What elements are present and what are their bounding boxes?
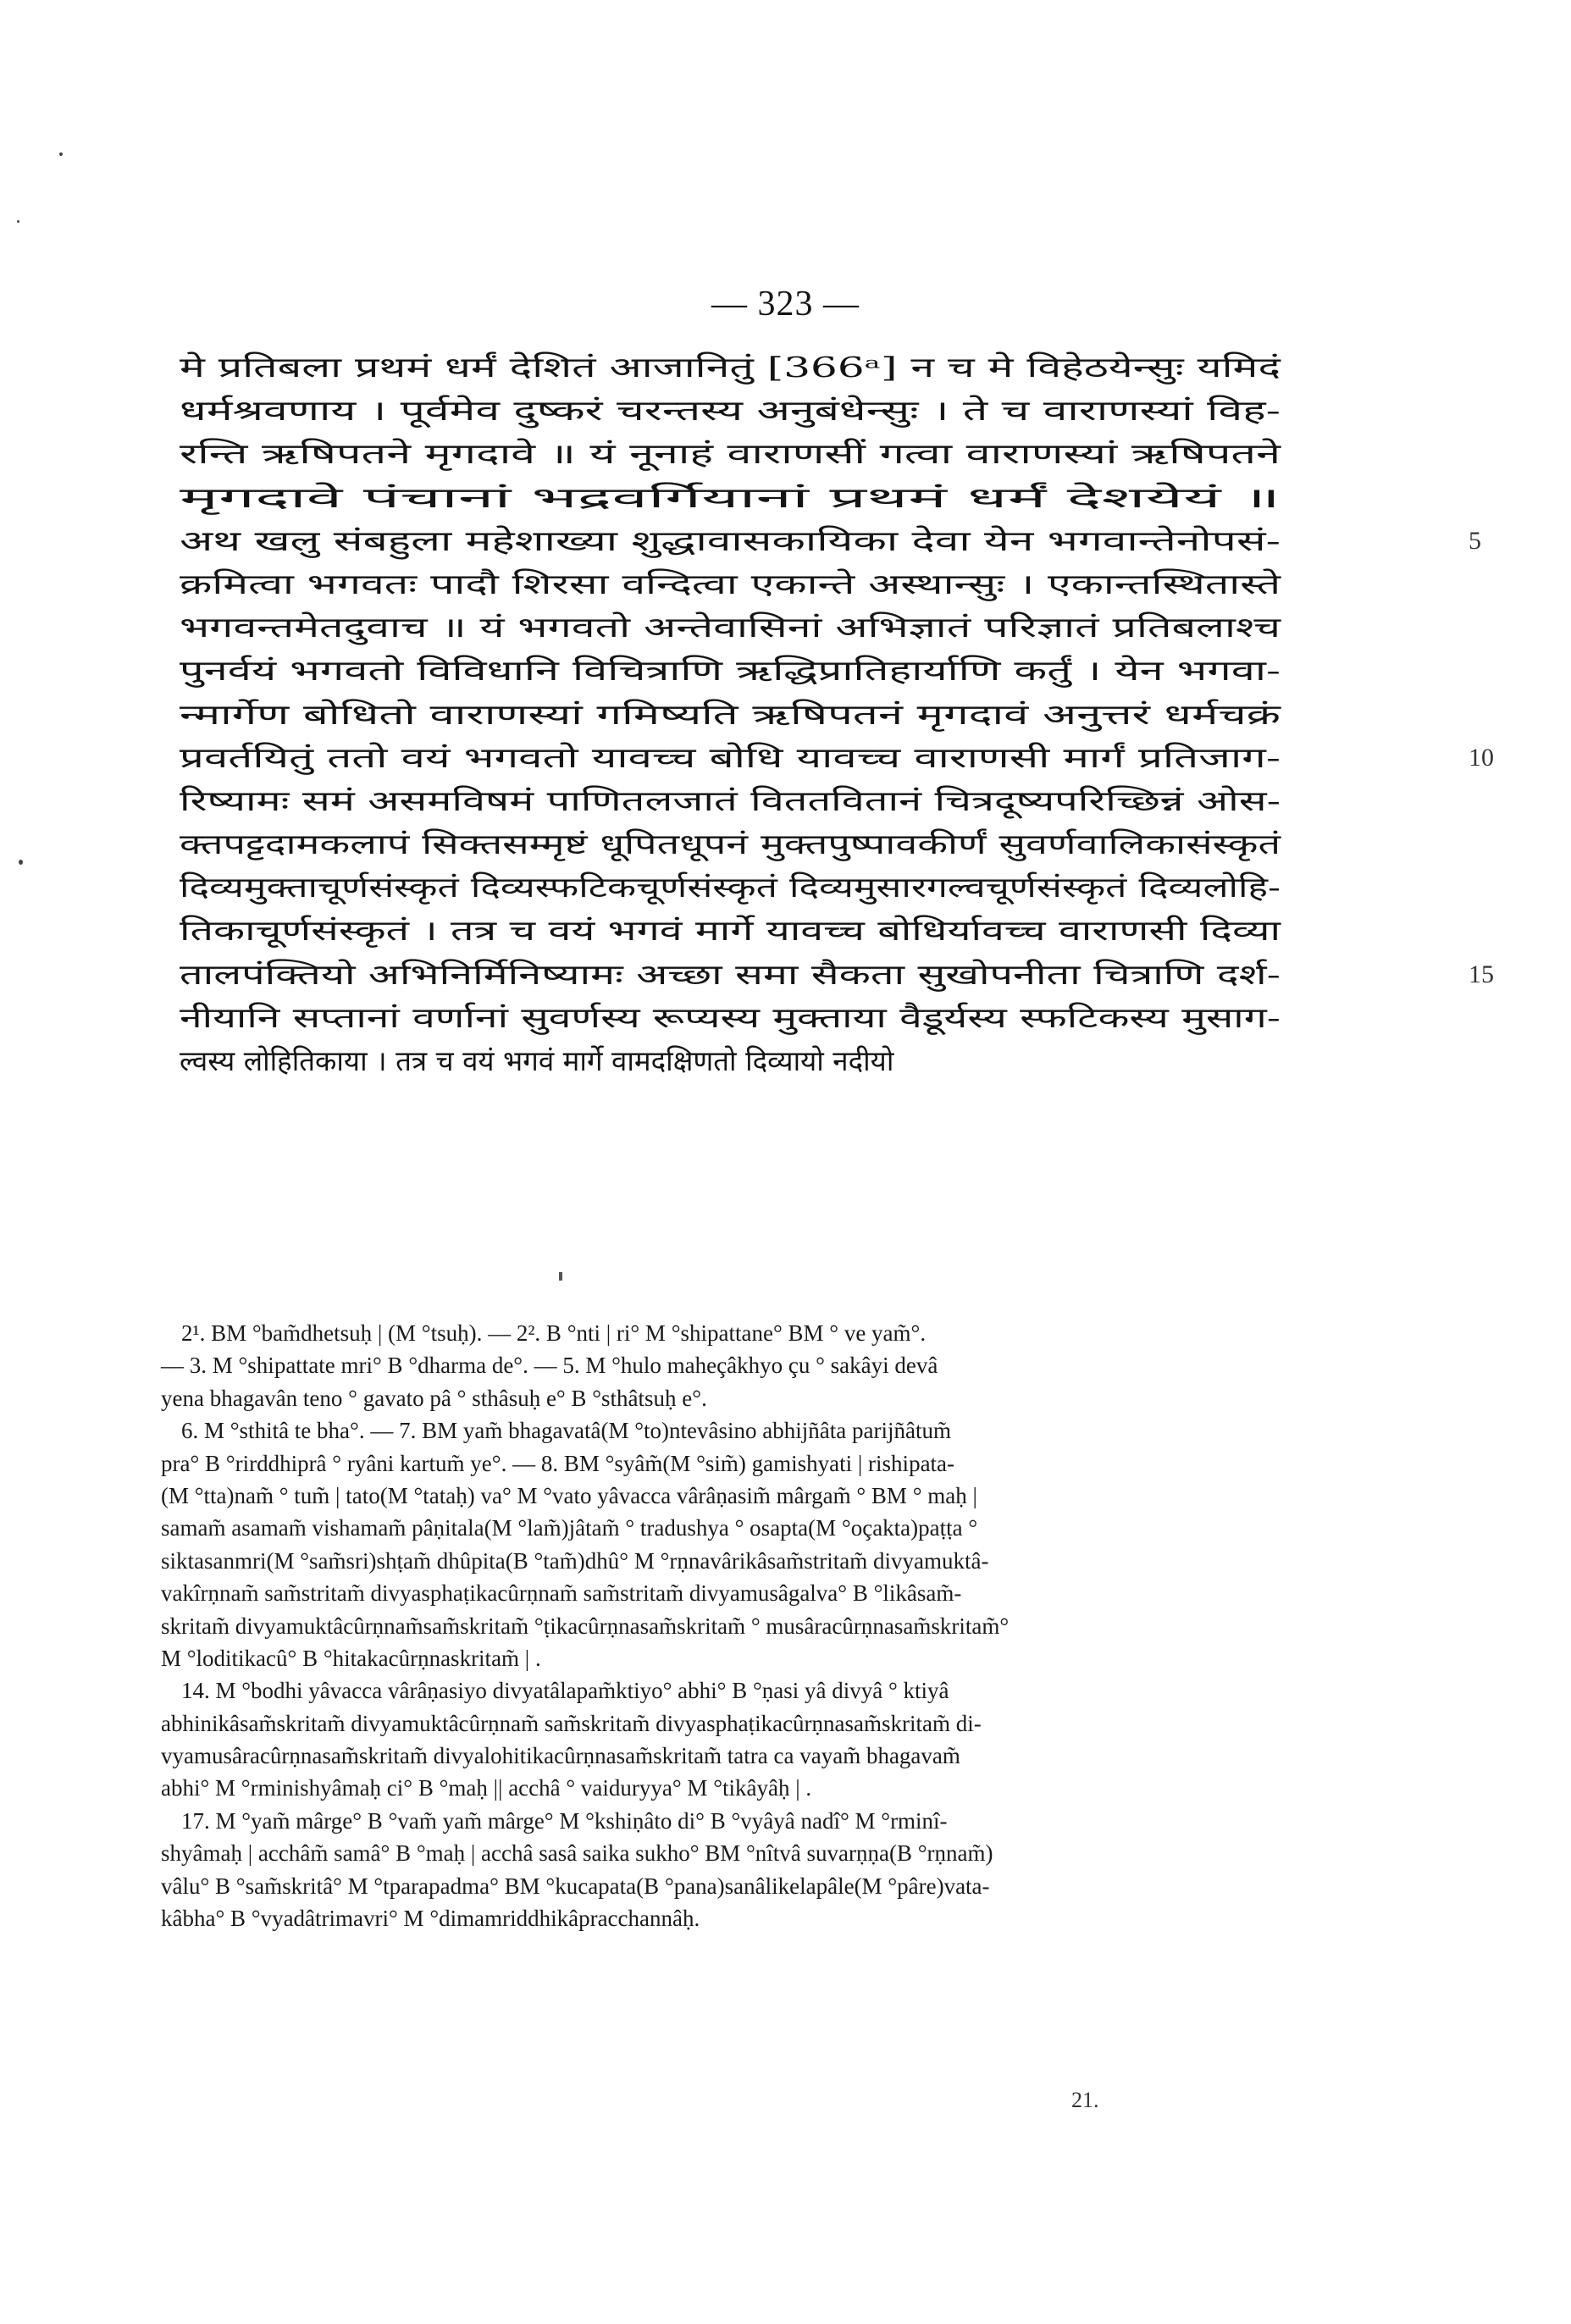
page-number: — 323 — bbox=[711, 285, 860, 324]
scan-speck bbox=[59, 152, 63, 156]
text-line-content: तिकाचूर्णसंस्कृतं । तत्र च वयं भगवं मार्गे यावच्च बोधिर्यावच्च वाराणसी दिव्या bbox=[180, 914, 1281, 948]
scan-speck bbox=[19, 860, 23, 865]
text-line-content: तालपंक्तियो अभिनिर्मिनिष्यामः अच्छा समा सैकता सुखोपनीता चित्राणि दर्श- bbox=[180, 957, 1281, 991]
text-line-content: धर्मश्रवणाय । पूर्वमेव दुष्करं चरन्तस्य अनुबंधेन्सुः । ते च वाराणस्यां विह- bbox=[180, 394, 1281, 428]
footnote-text: 14. M °bodhi yâvacca vârâṇasiyo divyatâlapam̃ktiyo° abhi° B °ṇasi yâ divyâ ° ktiyâ bbox=[181, 1678, 949, 1704]
text-line bbox=[180, 562, 1281, 606]
signature-mark: 21. bbox=[1071, 2088, 1099, 2112]
footnote-line bbox=[161, 1577, 1279, 1609]
footnote-line bbox=[161, 1870, 1279, 1902]
text-line-content: प्रवर्तयितुं ततो वयं भगवतो यावच्च बोधि यावच्च वाराणसी मार्गं प्रतिजाग- bbox=[180, 740, 1281, 774]
footnote-line bbox=[161, 1480, 1279, 1512]
text-line-content: रन्ति ऋषिपतने मृगदावे ॥ यं नूनाहं वाराणसीं गत्वा वाराणस्यां ऋषिपतने bbox=[180, 437, 1281, 471]
text-line-content: दिव्यमुक्ताचूर्णसंस्कृतं दिव्यस्फटिकचूर्णसंस्कृतं दिव्यमुसारगल्वचूर्णसंस्कृतं दिव्यलोहि- bbox=[180, 871, 1281, 905]
footnote-line bbox=[161, 1740, 1279, 1772]
text-line bbox=[180, 346, 1281, 389]
footnote-text: pra° B °rirddhiprâ ° ryâni kartum̃ ye°. — 8. BM °syâm̃(M °sim̃) gamishyati | rishipata- bbox=[161, 1450, 955, 1476]
footnote-line bbox=[161, 1772, 1279, 1804]
text-line-content: ल्वस्य लोहितिकाया । तत्र च वयं भगवं मार्गे वामदक्षिणतो दिव्यायो नदीयो bbox=[180, 1044, 894, 1077]
text-line bbox=[180, 649, 1281, 692]
footnote-line bbox=[161, 1382, 1279, 1414]
line-number: 5 bbox=[1469, 526, 1481, 555]
sanskrit-main-text bbox=[180, 346, 1494, 1082]
footnote-text: 17. M °yam̃ mârge° B °vam̃ yam̃ mârge° M °kshiṇâto di° B °vyâyâ nadî° M °rminî- bbox=[181, 1807, 948, 1834]
footnote-line bbox=[161, 1512, 1279, 1544]
footnote-text: siktasanmri(M °sam̃sri)shṭam̃ dhûpita(B °tam̃)dhû° M °rṇnavârikâsam̃stritam̃ divyamuktâ- bbox=[161, 1547, 989, 1574]
text-line-content: पुनर्वयं भगवतो विविधानि विचित्राणि ऋद्धिप्रातिहार्याणि कर्तुं । येन भगवा- bbox=[180, 654, 1281, 688]
text-line bbox=[180, 606, 1281, 649]
text-line bbox=[180, 953, 1494, 996]
text-line-content: अथ खलु संबहुला महेशाख्या शुद्धावासकायिका देवा येन भगवान्तेनोपसं- bbox=[180, 523, 1281, 557]
footnote-text: M °loditikacû° B °hitakacûrṇnaskritam̃ | . bbox=[161, 1645, 541, 1671]
footnote-text: — 3. M °shipattate mri° B °dharma de°. — 5. M °hulo maheçâkhyo çu ° sakâyi devâ bbox=[161, 1353, 938, 1379]
text-line bbox=[180, 996, 1281, 1039]
footnote-text: vyamusâracûrṇnasam̃skritam̃ divyalohitikacûrṇnasam̃skritam̃ tatra ca vayam̃ bhagavam̃ bbox=[161, 1743, 960, 1769]
line-number: 10 bbox=[1469, 743, 1494, 772]
text-line-content: नीयानि सप्तानां वर्णानां सुवर्णस्य रूप्यस्य मुक्ताया वैडूर्यस्य स्फटिकस्य मुसाग- bbox=[180, 1000, 1281, 1034]
footnote-line bbox=[161, 1610, 1279, 1642]
text-line bbox=[180, 1039, 1281, 1082]
separator-mark bbox=[559, 1272, 562, 1281]
line-number: 15 bbox=[1469, 960, 1494, 988]
text-line-content: न्मार्गेण बोधितो वाराणस्यां गमिष्यति ऋषिपतनं मृगदावं अनुत्तरं धर्मचक्रं bbox=[180, 697, 1281, 731]
footnote-line bbox=[161, 1545, 1279, 1577]
footnotes bbox=[161, 1317, 1279, 1934]
footnote-text: abhi° M °rminishyâmaḥ ci° B °maḥ || acchâ ° vaiduryya° M °tikâyâḥ | . bbox=[161, 1775, 812, 1801]
footnote-text: shyâmaḥ | acchâm̃ samâ° B °maḥ | acchâ sasâ saika sukho° BM °nîtvâ suvarṇṇa(B °rṇnam̃) bbox=[161, 1840, 993, 1867]
scan-speck bbox=[17, 220, 19, 223]
footnote-text: vakîrṇnam̃ sam̃stritam̃ divyasphaṭikacûrṇnam̃ sam̃stritam̃ divyamusâgalva° B °likâsam̃- bbox=[161, 1580, 962, 1607]
footnote-text: (M °tta)nam̃ ° tum̃ | tato(M °tataḥ) va° M °vato yâvacca vârâṇasim̃ mârgam̃ ° BM ° maḥ | bbox=[161, 1482, 977, 1508]
footnote-line bbox=[161, 1317, 1279, 1349]
footnote-line bbox=[161, 1902, 1279, 1934]
text-line bbox=[180, 693, 1281, 736]
text-line bbox=[180, 476, 1281, 519]
footnote-line bbox=[161, 1805, 1279, 1837]
text-line bbox=[180, 432, 1281, 475]
footnote-text: abhinikâsam̃skritam̃ divyamuktâcûrṇnam̃ sam̃skritam̃ divyasphaṭikacûrṇnasam̃skritam̃ di- bbox=[161, 1710, 982, 1736]
text-line bbox=[180, 519, 1481, 562]
footnote-line bbox=[161, 1642, 1279, 1674]
footnote-line bbox=[161, 1707, 1279, 1740]
text-line-content: मृगदावे पंचानां भद्रवर्गियानां प्रथमं धर्मं देशयेयं ॥ bbox=[180, 480, 1281, 514]
footnote-text: vâlu° B °sam̃skritâ° M °tparapadma° BM °kucapata(B °pana)sanâlikelapâle(M °pâre)vata- bbox=[161, 1873, 990, 1899]
text-line bbox=[180, 779, 1281, 822]
footnote-text: yena bhagavân teno ° gavato pâ ° sthâsuḥ e° B °sthâtsuḥ e°. bbox=[161, 1385, 707, 1411]
footnote-line bbox=[161, 1349, 1279, 1381]
text-line-content: रिष्यामः समं असमविषमं पाणितलजातं विततवितानं चित्रदूष्यपरिच्छिन्नं ओस- bbox=[180, 783, 1281, 817]
footnote-text: 2¹. BM °bam̃dhetsuḥ | (M °tsuḥ). — 2². B °nti | ri° M °shipattane° BM ° ve yam̃°. bbox=[181, 1320, 927, 1346]
text-line bbox=[180, 866, 1281, 909]
text-line-content: क्रमित्वा भगवतः पादौ शिरसा वन्दित्वा एकान्ते अस्थान्सुः । एकान्तस्थितास्ते bbox=[180, 567, 1281, 600]
footnote-text: samam̃ asamam̃ vishamam̃ pâṇitala(M °lam̃)jâtam̃ ° tradushya ° osapta(M °oçakta)paṭṭa ° bbox=[161, 1515, 978, 1541]
footnote-line bbox=[161, 1447, 1279, 1480]
text-line bbox=[180, 822, 1281, 866]
footnote-text: 6. M °sthitâ te bha°. — 7. BM yam̃ bhagavatâ(M °to)ntevâsino abhijñâta parijñâtum̃ bbox=[181, 1418, 951, 1444]
footnote-line bbox=[161, 1837, 1279, 1869]
footnote-text: skritam̃ divyamuktâcûrṇnam̃sam̃skritam̃ °ṭikacûrṇnasam̃skritam̃ ° musâracûrṇnasam̃skritam̃° bbox=[161, 1613, 1010, 1639]
footnote-line bbox=[161, 1414, 1279, 1447]
text-line bbox=[180, 909, 1281, 952]
text-line-content: भगवन्तमेतदुवाच ॥ यं भगवतो अन्तेवासिनां अभिज्ञातं परिज्ञातं प्रतिबलाश्च bbox=[180, 611, 1281, 645]
footnote-line bbox=[161, 1674, 1279, 1707]
footnote-text: kâbha° B °vyadâtrimavri° M °dimamriddhikâpracchannâḥ. bbox=[161, 1906, 700, 1932]
text-line-content: क्तपट्टदामकलापं सिक्तसम्मृष्टं धूपितधूपनं मुक्तपुष्पावकीर्णं सुवर्णवालिकासंस्कृतं bbox=[180, 827, 1281, 861]
text-line-content: मे प्रतिबला प्रथमं धर्मं देशितं आजानितुं [366ᵃ] न च मे विहेठयेन्सुः यमिदं bbox=[180, 351, 1281, 384]
text-line bbox=[180, 389, 1281, 432]
text-line bbox=[180, 736, 1494, 779]
